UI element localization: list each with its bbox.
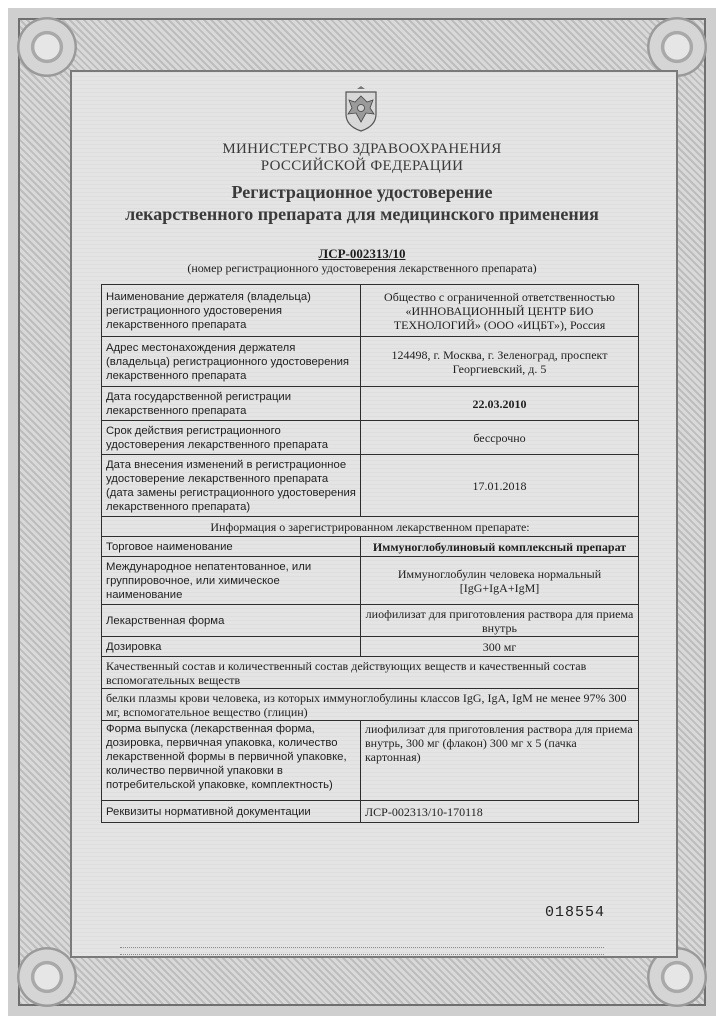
dosage-value: 300 мг xyxy=(361,637,639,657)
table-row xyxy=(102,801,639,823)
table-row xyxy=(102,537,639,557)
table-row xyxy=(102,657,639,689)
address-value: 124498, г. Москва, г. Зеленоград, проспект Георгиевский, д. 5 xyxy=(361,337,639,387)
normative-docs-label: Реквизиты нормативной документации xyxy=(102,801,361,823)
dosage-form-value: лиофилизат для приготовления раствора для приема внутрь xyxy=(361,605,639,637)
change-date-value: 17.01.2018 xyxy=(361,455,639,517)
info-section-header: Информация о зарегистрированном лекарственном препарате: xyxy=(102,517,639,537)
holder-label: Наименование держателя (владельца) регистрационного удостоверения лекарственного препарата xyxy=(102,285,361,337)
table-row xyxy=(102,557,639,605)
validity-label: Срок действия регистрационного удостоверения лекарственного препарата xyxy=(102,421,361,455)
change-date-label: Дата внесения изменений в регистрационное удостоверение лекарственного препарата (дата замены регистрационного удостоверения лекарственного препарата) xyxy=(102,455,361,517)
ministry-name-line1: МИНИСТЕРСТВО ЗДРАВООХРАНЕНИЯ xyxy=(222,141,502,157)
table-row xyxy=(102,517,639,537)
document-title-line1: Регистрационное удостоверение xyxy=(231,182,493,202)
trade-name-label: Торговое наименование xyxy=(102,537,361,557)
registration-number-caption: (номер регистрационного удостоверения лекарственного препарата) xyxy=(187,261,537,275)
inn-label: Международное непатентованное, или группировочное, или химическое наименование xyxy=(102,557,361,605)
document-title-line2: лекарственного препарата для медицинского применения xyxy=(125,204,599,224)
inn-value: Иммуноглобулин человека нормальный [IgG+IgA+IgM] xyxy=(361,557,639,605)
coat-of-arms-icon xyxy=(343,86,379,132)
security-microline xyxy=(120,947,604,955)
table-row xyxy=(102,285,639,337)
registration-number: ЛСР-002313/10 xyxy=(318,246,406,261)
table-row xyxy=(102,421,639,455)
validity-value: бессрочно xyxy=(361,421,639,455)
registration-table xyxy=(101,284,639,823)
registration-date-value: 22.03.2010 xyxy=(361,387,639,421)
composition-value: белки плазмы крови человека, из которых иммуноглобулины классов IgG, IgA, IgM не менее 97% 300 мг, вспомогательное вещество (глицин) xyxy=(102,689,639,721)
dosage-form-label: Лекарственная форма xyxy=(102,605,361,637)
ministry-name-line2: РОССИЙСКОЙ ФЕДЕРАЦИИ xyxy=(260,158,464,174)
trade-name-value: Иммуноглобулиновый комплексный препарат xyxy=(361,537,639,557)
release-form-value: лиофилизат для приготовления раствора для приема внутрь, 300 мг (флакон) 300 мг x 5 (пачка картонная) xyxy=(361,721,639,801)
address-label: Адрес местонахождения держателя (владельца) регистрационного удостоверения лекарственного препарата xyxy=(102,337,361,387)
table-row xyxy=(102,605,639,637)
composition-header: Качественный состав и количественный состав действующих веществ и качественный состав вспомогательных веществ xyxy=(102,657,639,689)
table-row xyxy=(102,387,639,421)
dosage-label: Дозировка xyxy=(102,637,361,657)
table-row xyxy=(102,637,639,657)
holder-value: Общество с ограниченной ответственностью «ИННОВАЦИОННЫЙ ЦЕНТР БИО ТЕХНОЛОГИЙ» (ООО «ИЦБТ»), Россия xyxy=(361,285,639,337)
table-row xyxy=(102,337,639,387)
table-row xyxy=(102,689,639,721)
release-form-label: Форма выпуска (лекарственная форма, дозировка, первичная упаковка, количество лекарственной формы в первичной упаковке, количество первичной упаковки в потребительской упаковке, комплектность) xyxy=(102,721,361,801)
normative-docs-value: ЛСР-002313/10-170118 xyxy=(361,801,639,823)
registration-date-label: Дата государственной регистрации лекарственного препарата xyxy=(102,387,361,421)
table-row xyxy=(102,455,639,517)
serial-number: 018554 xyxy=(545,904,606,921)
table-row xyxy=(102,721,639,801)
